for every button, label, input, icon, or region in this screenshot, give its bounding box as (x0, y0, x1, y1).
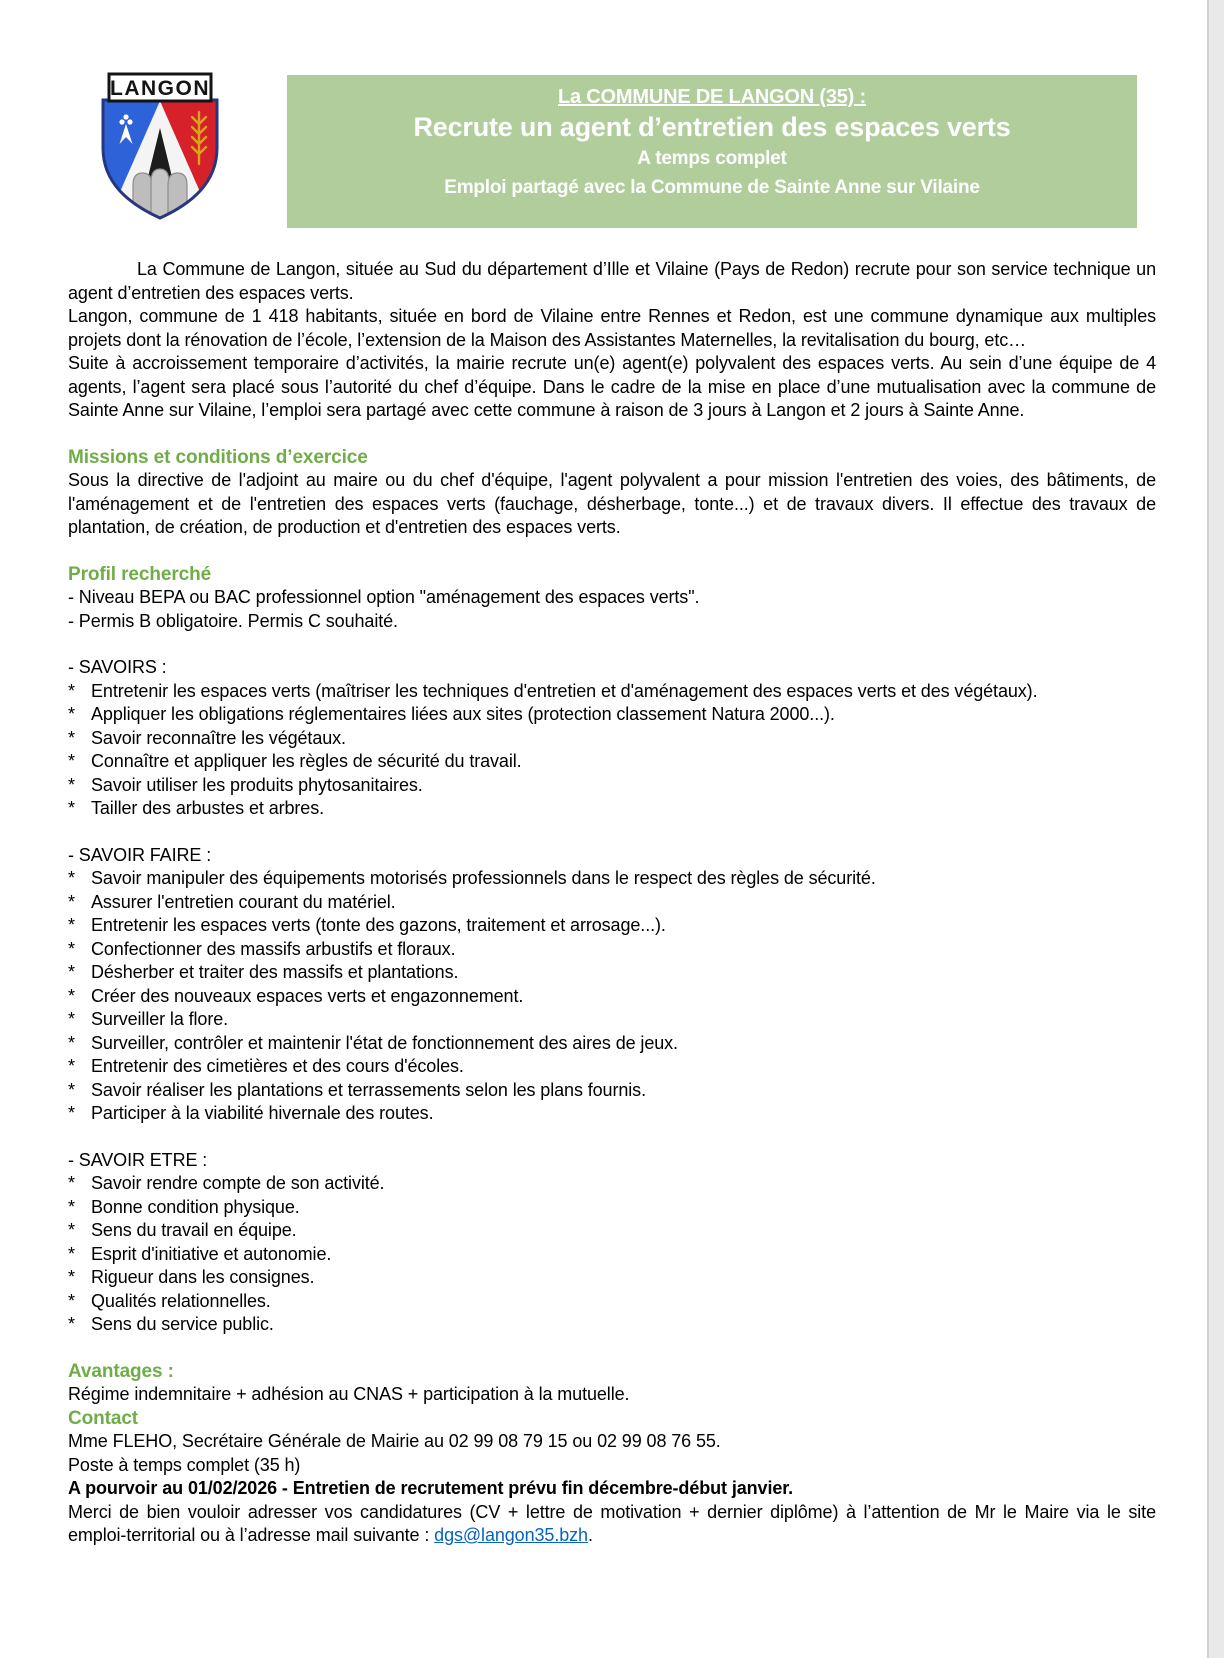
list-item (68, 727, 1156, 751)
list-item-text: Savoir reconnaître les végétaux. (91, 727, 346, 748)
list-item (68, 1079, 1156, 1103)
savoir-etre-title: - SAVOIR ETRE : (68, 1149, 208, 1170)
profil-list (68, 586, 1156, 633)
savoir-etre-list (68, 1172, 1156, 1337)
list-item (68, 1102, 1156, 1126)
contact-apply-period: . (587, 1525, 593, 1545)
bullet-marker: * (68, 962, 75, 982)
list-item (68, 1055, 1156, 1079)
list-item (68, 985, 1156, 1009)
bullet-marker: * (68, 774, 75, 795)
list-item-text: Entretenir des cimetières et des cours d'écoles. (91, 1056, 464, 1076)
list-item-text: Savoir réaliser les plantations et terrassements selon les plans fournis. (91, 1079, 646, 1100)
contact-secretary: Mme FLEHO, Secrétaire Générale de Mairie au 02 99 08 79 15 ou 02 99 08 76 55. (68, 1431, 721, 1451)
profil-item: - Niveau BEPA ou BAC professionnel option "aménagement des espaces verts". (68, 587, 700, 607)
avantages-heading: Avantages : (68, 1360, 174, 1382)
savoir-faire-list (68, 867, 1156, 1126)
list-item-text: Appliquer les obligations réglementaires liées aux sites (protection classement Natura 2000...). (91, 704, 835, 724)
list-item-text: Savoir manipuler des équipements motorisés professionnels dans le respect des règles de sécurité. (91, 868, 876, 888)
list-item-text: Assurer l'entretien courant du matériel. (91, 891, 396, 912)
list-item-text: Bonne condition physique. (91, 1196, 300, 1217)
list-item-text: Connaître et appliquer les règles de sécurité du travail. (91, 751, 522, 771)
list-item-text: Sens du service public. (91, 1314, 274, 1334)
list-item-text: Entretenir les espaces verts (maîtriser les techniques d'entretien et d'aménagement des espaces verts et des végétaux). (91, 680, 1038, 701)
list-item (68, 1196, 1156, 1220)
list-item (68, 1219, 1156, 1243)
header-banner (287, 75, 1137, 228)
list-item (68, 891, 1156, 915)
list-item-text: Sens du travail en équipe. (91, 1220, 297, 1240)
intro-paragraph-2: Langon, commune de 1 418 habitants, située en bord de Vilaine entre Rennes et Redon, est une commune dynamique aux multiples projets dont la rénovation de l’école, l’extension de la Maison des Assistantes Maternelles, la revitalisation du bourg, etc… (68, 306, 1156, 350)
list-item-text: Surveiller la flore. (91, 1009, 229, 1029)
bullet-marker: * (68, 751, 75, 771)
logo-text: LANGON (110, 77, 210, 100)
list-item (68, 1032, 1156, 1056)
bullet-marker: * (68, 938, 75, 959)
list-item (68, 1008, 1156, 1032)
page-edge (1207, 0, 1224, 1658)
list-item (68, 1313, 1156, 1337)
bullet-marker: * (68, 915, 75, 935)
bullet-marker: * (68, 985, 75, 1006)
bullet-marker: * (68, 1243, 75, 1264)
bullet-marker: * (68, 680, 75, 701)
list-item-text: Confectionner des massifs arbustifs et floraux. (91, 938, 456, 959)
coat-of-arms-graphic (96, 72, 224, 222)
missions-heading: Missions et conditions d’exercice (68, 446, 368, 468)
list-item-text: Surveiller, contrôler et maintenir l'état de fonctionnement des aires de jeux. (91, 1032, 678, 1053)
bullet-marker: * (68, 868, 75, 888)
bullet-marker: * (68, 1267, 75, 1287)
intro-paragraph-3: Suite à accroissement temporaire d’activités, la mairie recrute un(e) agent(e) polyvalent des espaces verts. Au sein d’une équipe de 4 agents, l’agent sera placé sous l’autorité du chef d’équipe. Dans le cadre de la mise en place d’une mutualisation avec la commune de Sainte Anne sur Vilaine, l’emploi sera partagé avec cette commune à raison de 3 jours à Langon et 2 jours à Sainte Anne. (68, 353, 1156, 420)
document-body (68, 258, 1156, 1548)
bullet-marker: * (68, 1220, 75, 1240)
avantages-body: Régime indemnitaire + adhésion au CNAS + participation à la mutuelle. (68, 1384, 630, 1404)
list-item (68, 1243, 1156, 1267)
bullet-marker: * (68, 1009, 75, 1029)
list-item-text: Savoir rendre compte de son activité. (91, 1173, 385, 1193)
list-item (68, 1290, 1156, 1314)
list-item (68, 1266, 1156, 1290)
contact-apply-text: Merci de bien vouloir adresser vos candidatures (CV + lettre de motivation + dernier diplôme) à l’attention de Mr le Maire via le site emploi-territorial ou à l’adresse mail suivante : (68, 1501, 1156, 1545)
bullet-marker: * (68, 1290, 75, 1311)
list-item-text: Rigueur dans les consignes. (91, 1267, 315, 1287)
bullet-marker: * (68, 1173, 75, 1193)
bullet-marker: * (68, 891, 75, 912)
list-item (68, 703, 1156, 727)
bullet-marker: * (68, 798, 75, 818)
intro-paragraph-1: La Commune de Langon, située au Sud du département d’Ille et Vilaine (Pays de Redon) recrute pour son service technique un agent d’entretien des espaces verts. (68, 259, 1156, 303)
bullet-marker: * (68, 1032, 75, 1053)
langon-coat-of-arms (96, 72, 224, 222)
bullet-marker: * (68, 1103, 75, 1123)
email-link[interactable]: dgs@langon35.bzh (434, 1525, 588, 1545)
banner-title: La COMMUNE DE LANGON (35) : (558, 86, 866, 108)
bullet-marker: * (68, 1056, 75, 1076)
list-item (68, 750, 1156, 774)
contact-heading: Contact (68, 1407, 139, 1429)
banner-worktime: A temps complet (637, 148, 787, 169)
list-item (68, 774, 1156, 798)
list-item-text: Savoir utiliser les produits phytosanitaires. (91, 774, 423, 795)
list-item-text: Entretenir les espaces verts (tonte des gazons, traitement et arrosage...). (91, 915, 666, 935)
savoirs-title: - SAVOIRS : (68, 657, 167, 677)
list-item-text: Esprit d'initiative et autonomie. (91, 1243, 332, 1264)
list-item-text: Qualités relationnelles. (91, 1290, 271, 1311)
list-item (68, 961, 1156, 985)
contact-deadline: A pourvoir au 01/02/2026 - Entretien de recrutement prévu fin décembre-début janvier. (68, 1478, 794, 1498)
banner-shared-job: Emploi partagé avec la Commune de Sainte Anne sur Vilaine (444, 177, 980, 198)
list-item-text: Désherber et traiter des massifs et plantations. (91, 962, 459, 982)
list-item-text: Tailler des arbustes et arbres. (91, 798, 325, 818)
list-item (68, 938, 1156, 962)
list-item (68, 680, 1156, 704)
contact-position: Poste à temps complet (35 h) (68, 1454, 301, 1475)
savoirs-list (68, 680, 1156, 821)
bullet-marker: * (68, 1196, 75, 1217)
list-item (68, 1172, 1156, 1196)
bullet-marker: * (68, 1079, 75, 1100)
list-item (68, 914, 1156, 938)
bullet-marker: * (68, 704, 75, 724)
list-item (68, 797, 1156, 821)
list-item-text: Créer des nouveaux espaces verts et engazonnement. (91, 985, 524, 1006)
banner-subtitle: Recrute un agent d’entretien des espaces verts (413, 112, 1011, 142)
savoir-faire-title: - SAVOIR FAIRE : (68, 844, 212, 865)
contact-apply (68, 1501, 1156, 1548)
missions-body: Sous la directive de l'adjoint au maire ou du chef d'équipe, l'agent polyvalent a pour mission l'entretien des voies, des bâtiments, de l'aménagement et de l'entretien des espaces verts (fauchage, désherbage, tonte...) et de travaux divers. Il effectue des travaux de plantation, de création, de production et d'entretien des espaces verts. (68, 470, 1156, 537)
profil-item: - Permis B obligatoire. Permis C souhaité. (68, 610, 398, 631)
profil-heading: Profil recherché (68, 563, 212, 585)
bullet-marker: * (68, 1314, 75, 1334)
menhirs (133, 169, 187, 217)
list-item-text: Participer à la viabilité hivernale des routes. (91, 1103, 434, 1123)
list-item (68, 867, 1156, 891)
bullet-marker: * (68, 727, 75, 748)
